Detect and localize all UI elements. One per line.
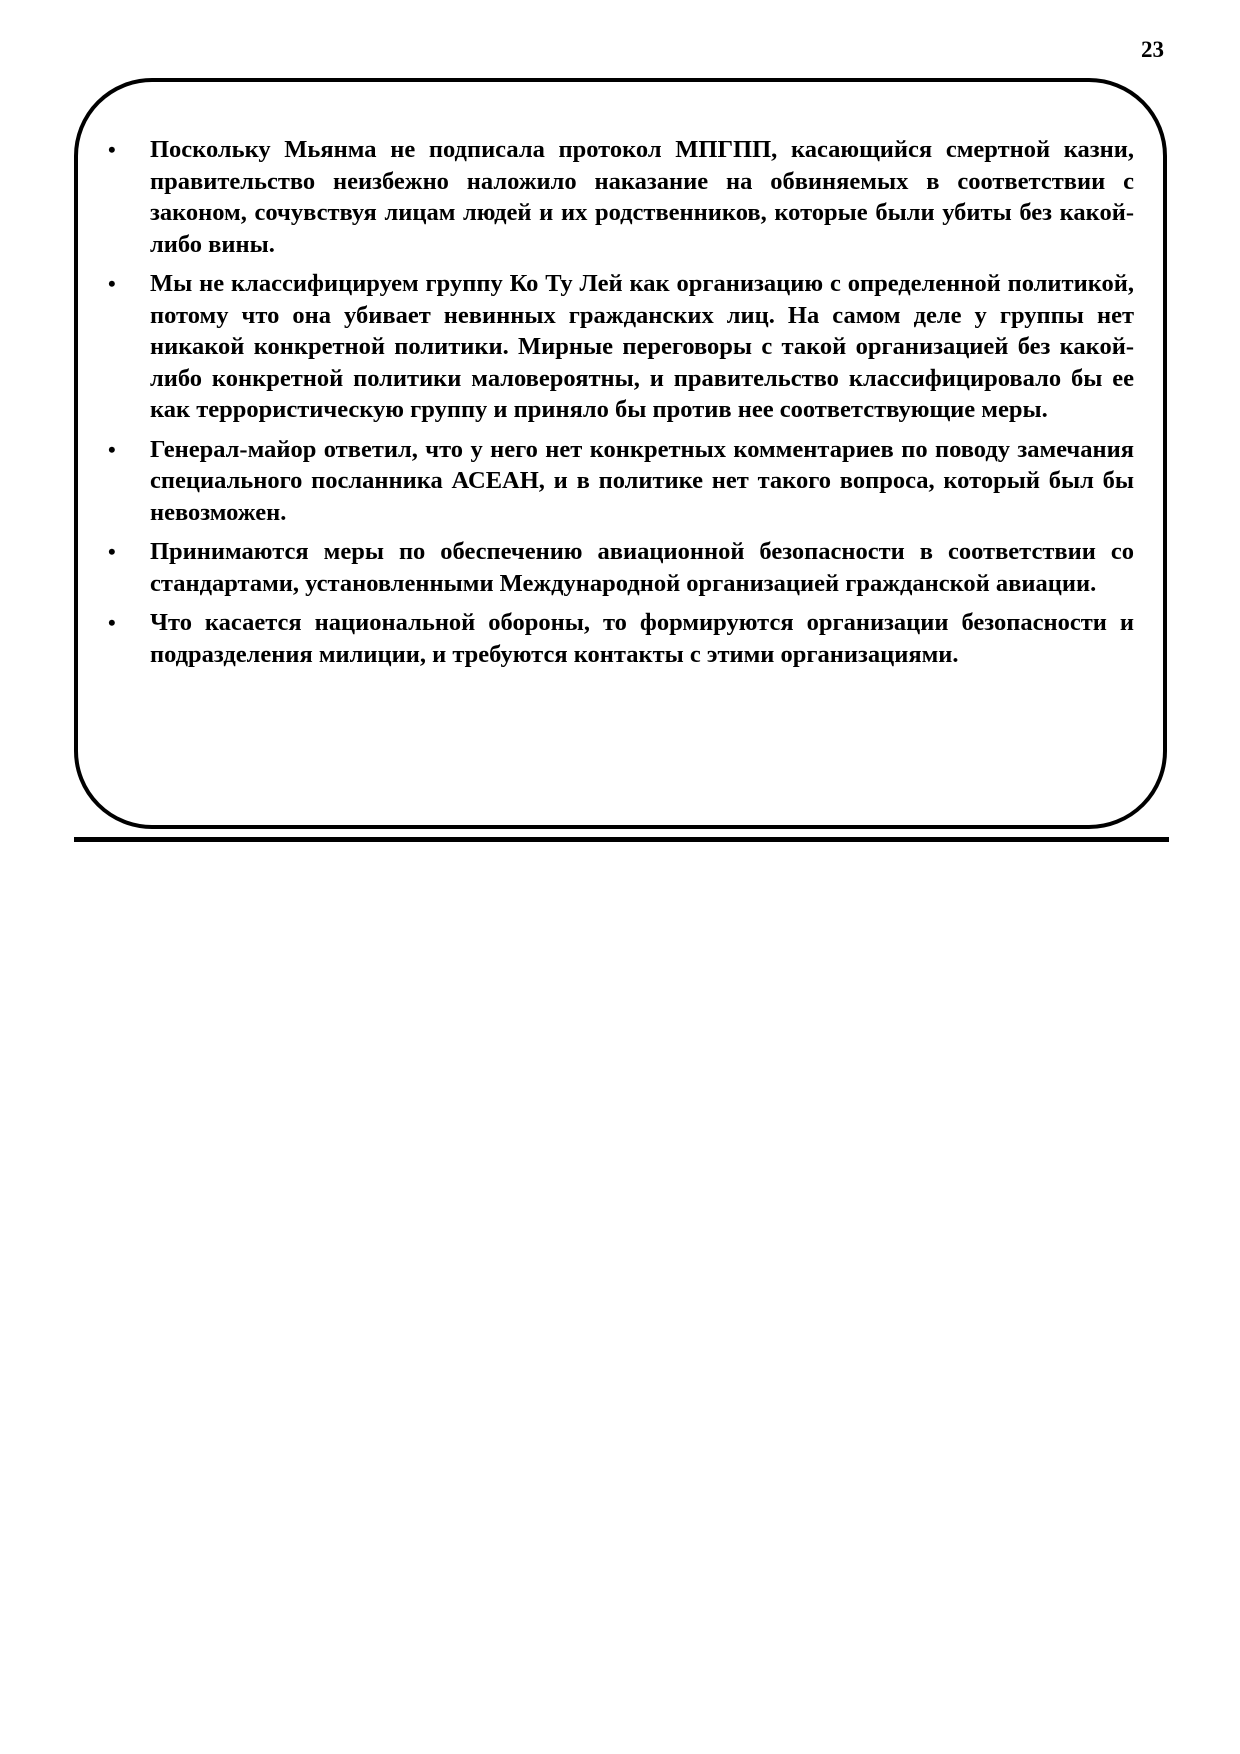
list-item: • Мы не классифицируем группу Ко Ту Лей как организацию с определенной политикой, потому что она убивает невинных гражданских лиц. На самом деле у группы нет никакой конкретной политики. Мирные переговоры с такой организацией без какой-либо конкретной политики маловероятны, и правительство классифицировало бы ее как террористическую группу и приняло бы против нее соответствующие меры. <box>150 268 1134 426</box>
list-item: • Что касается национальной обороны, то формируются организации безопасности и подразделения милиции, и требуются контакты с этими организациями. <box>150 607 1134 670</box>
list-item: • Генерал-майор ответил, что у него нет конкретных комментариев по поводу замечания специального посланника АСЕАН, и в политике нет такого вопроса, который был бы невозможен. <box>150 434 1134 529</box>
bullet-list <box>150 134 1134 678</box>
bottom-rule <box>74 837 1169 842</box>
page-number: 23 <box>1141 37 1164 62</box>
list-item: • Поскольку Мьянма не подписала протокол МПГПП, касающийся смертной казни, правительство неизбежно наложило наказание на обвиняемых в соответствии с законом, сочувствуя лицам людей и их родственников, которые были убиты без какой-либо вины. <box>150 134 1134 260</box>
list-item: • Принимаются меры по обеспечению авиационной безопасности в соответствии со стандартами, установленными Международной организацией гражданской авиации. <box>150 536 1134 599</box>
